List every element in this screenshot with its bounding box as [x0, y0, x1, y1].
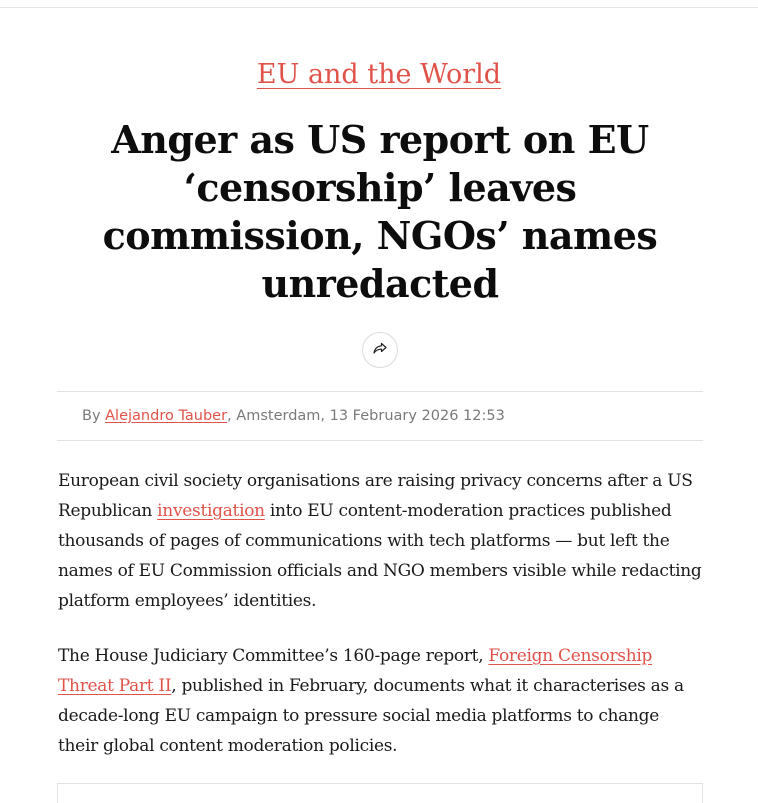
category-link[interactable]: EU and the World [256, 59, 502, 90]
byline-top-divider [57, 391, 703, 392]
paragraph-text: European civil society organisations are raising privacy concerns after a US Republican [58, 471, 693, 521]
share-button[interactable] [362, 332, 398, 368]
paragraph-text: The House Judiciary Committee’s 160-page report, [58, 646, 489, 666]
article-paragraph [58, 641, 703, 761]
byline-prefix: By [82, 408, 106, 424]
report-link[interactable]: Foreign Censorship Threat Part II [58, 646, 653, 696]
byline-location-date: , Amsterdam, 13 February 2026 12:53 [227, 408, 505, 424]
paragraph-text: , published in February, documents what it characterises as a decade-long EU campaign to pressure social media platforms to change their global content moderation policies. [58, 676, 684, 756]
byline [82, 405, 505, 427]
top-divider [0, 7, 758, 8]
embedded-content-box [57, 783, 703, 803]
investigation-link[interactable]: investigation [157, 501, 265, 521]
paragraph-text: into EU content-moderation practices published thousands of pages of communications with tech platforms — but left the names of EU Commission officials and NGO members visible while redacting platform employees’ identities. [58, 501, 702, 611]
author-link[interactable]: Alejandro Tauber [105, 408, 228, 424]
byline-bottom-divider [57, 440, 703, 441]
share-arrow-icon [372, 340, 388, 360]
article-paragraph [58, 466, 703, 616]
article-headline: Anger as US report on EU ‘censorship’ leaves commission, NGOs’ names unredacted [102, 117, 658, 306]
